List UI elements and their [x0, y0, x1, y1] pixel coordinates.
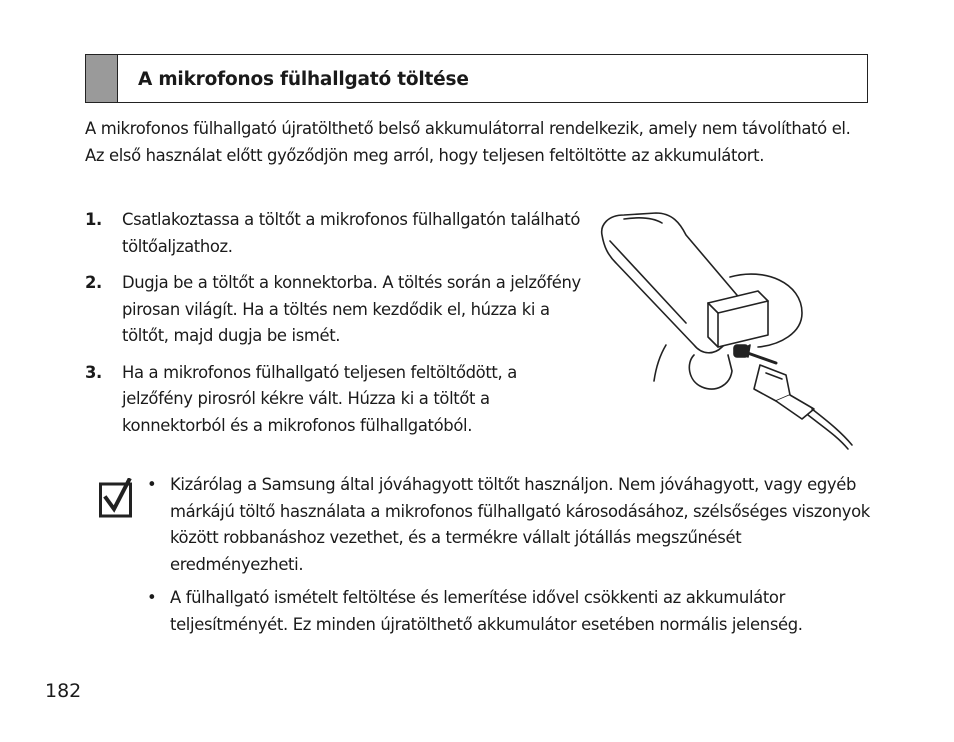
- intro-paragraph: A mikrofonos fülhallgató újratölthető belső akkumulátorral rendelkezik, amely nem távolítható el. Az első használat előtt győződjön meg arról, hogy teljesen feltöltötte az akkumulátort.: [85, 119, 851, 165]
- bullet: •: [147, 588, 157, 607]
- section-header: [85, 54, 868, 103]
- step-item: [85, 207, 585, 260]
- step-text: Ha a mikrofonos fülhallgató teljesen feltöltődött, a jelzőfény pirosról kékre vált. Húzza ki a töltőt a konnektorból és a mikrofonos fülhallgatóból.: [122, 362, 517, 435]
- step-text: Dugja be a töltőt a konnektorba. A töltés során a jelzőfény pirosan világít. Ha a töltés nem kezdődik el, húzza ki a töltőt, majd dugja be ismét.: [122, 273, 581, 345]
- bullet: •: [147, 475, 157, 494]
- page-number: 182: [45, 680, 82, 702]
- step-number: 3.: [85, 362, 102, 382]
- checkbox-check-icon: [99, 478, 133, 518]
- headset-charging-illustration: [590, 205, 870, 455]
- notes-list: [145, 472, 875, 645]
- step-item: [85, 360, 585, 440]
- step-number: 2.: [85, 273, 102, 292]
- step-text: Csatlakoztassa a töltőt a mikrofonos fülhallgatón található töltőaljzathoz.: [122, 210, 580, 256]
- step-item: [85, 270, 585, 350]
- step-number: 1.: [85, 210, 102, 229]
- steps-list: [85, 207, 585, 449]
- note-item: [145, 585, 875, 638]
- note-text: Kizárólag a Samsung által jóváhagyott töltőt használjon. Nem jóváhagyott, vagy egyéb márkájú töltő használata a mikrofonos fülhallgató károsodásához, szélsőséges viszonyok között robbanáshoz vezethet, és a termékre vállalt jótállás megszűnését eredményezheti.: [170, 475, 870, 574]
- note-item: [145, 472, 875, 578]
- section-title: A mikrofonos fülhallgató töltése: [138, 68, 469, 90]
- section-header-tab: [86, 55, 118, 102]
- note-text: A fülhallgató ismételt feltöltése és lemerítése idővel csökkenti az akkumulátor teljesítményét. Ez minden újratölthető akkumulátor esetében normális jelenség.: [170, 588, 803, 634]
